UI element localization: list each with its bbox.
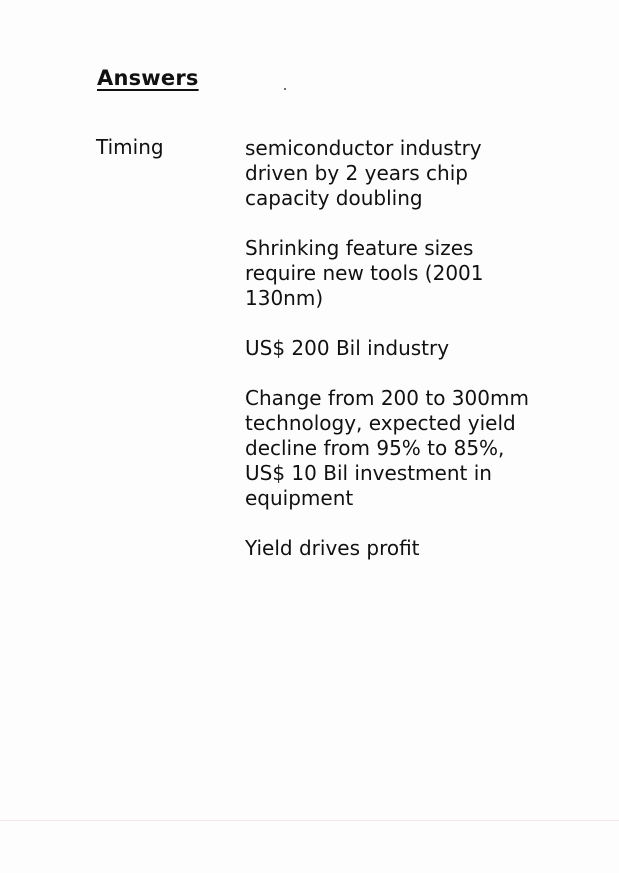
topic-label: Timing [96,135,164,159]
answer-point: Change from 200 to 300mm technology, expected yield decline from 95% to 85%, US$ 10 Bil investment in equipment [245,386,529,510]
scan-speck [284,88,286,90]
answer-point: semiconductor industry driven by 2 years chip capacity doubling [245,136,482,210]
answer-points [245,136,575,586]
answer-point: US$ 200 Bil industry [245,336,450,360]
page-title: Answers [97,66,199,90]
answer-point: Shrinking feature sizes require new tools (2001 130nm) [245,236,484,310]
scan-edge-line [0,820,619,821]
answer-point: Yield drives profit [245,536,420,560]
